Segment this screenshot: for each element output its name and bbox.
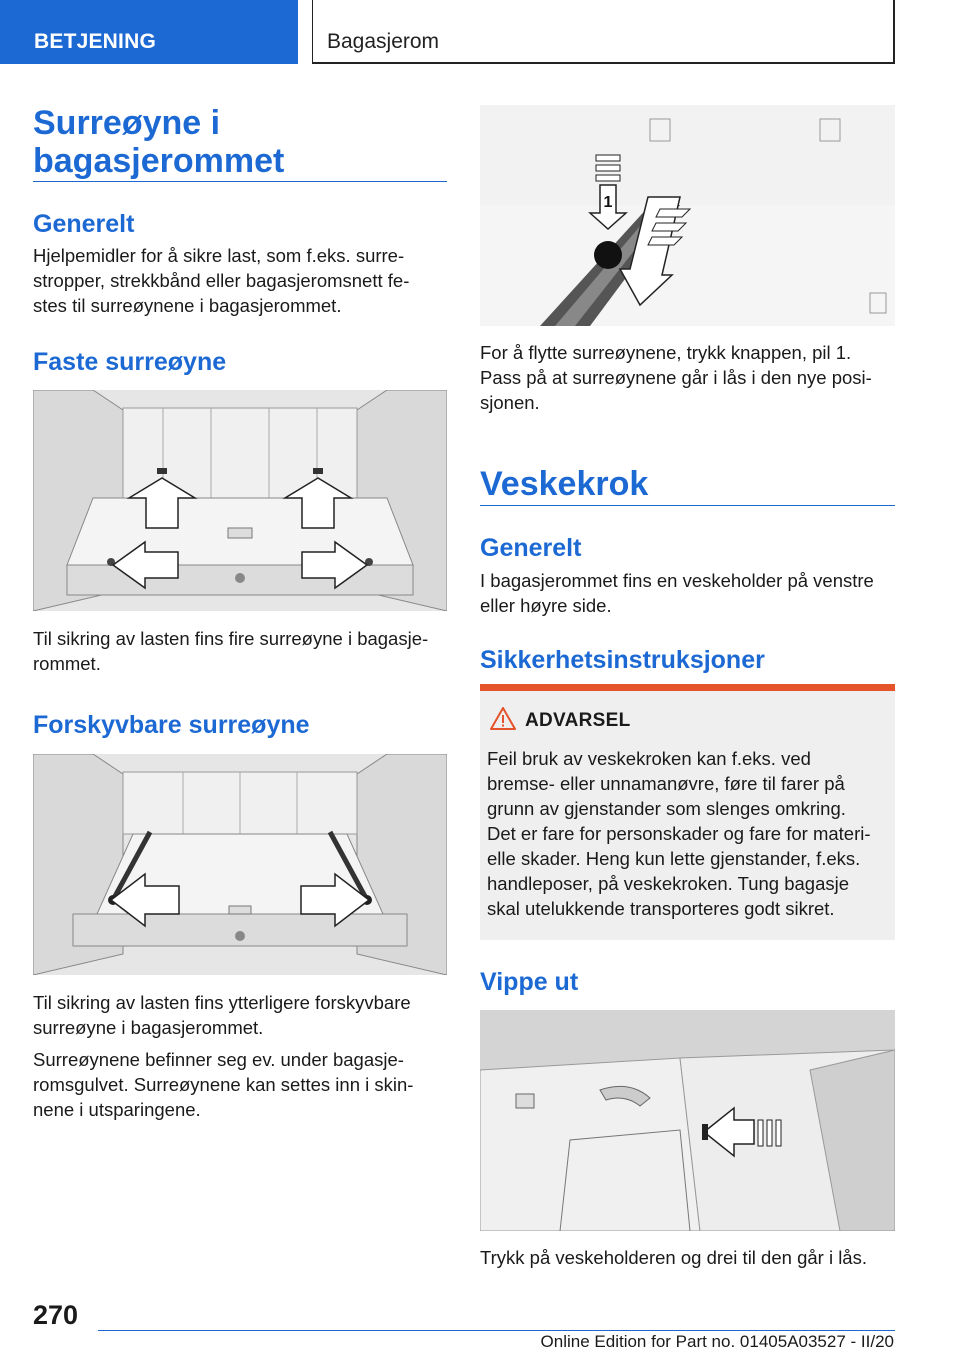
para-forskyvbare-1 [33,990,411,1040]
heading-generelt: Generelt [33,210,135,238]
para-line: stropper, strekkbånd eller bagasjeromsnett fe- [33,270,410,291]
para-line: Pass på at surreøynene går i lås i den nye posi- [480,367,872,388]
callout-number: 1 [603,194,613,211]
warning-text [487,746,871,921]
veskekrok-rule [480,505,895,506]
para-line: Hjelpemidler for å sikre last, som f.eks. surre- [33,245,405,266]
para-line: Til sikring av lasten fins ytterligere forskyvbare [33,992,411,1013]
figure-fixed-eyes [33,390,447,611]
chapter-title: Bagasjerom [312,0,895,64]
page-title-line1: Surreøyne i [33,104,221,142]
para-faste [33,626,428,676]
page-title [33,104,284,180]
footer-edition: Online Edition for Part no. 01405A03527 - II/20 [540,1332,894,1351]
para-line: Trykk på veskeholderen og drei til den går i lås. [480,1247,867,1268]
bag-hook-illustration [480,1010,895,1231]
page-title-line2: bagasjerommet [33,142,285,180]
heading-forskyvbare: Forskyvbare surreøyne [33,711,310,739]
para-line: stes til surreøynene i bagasjerommet. [33,295,342,316]
warning-line: skal utelukkende transporteres godt sikret. [487,898,835,919]
figure-rail-button [480,105,895,326]
heading-sikkerhet: Sikkerhetsinstruksjoner [480,646,765,674]
para-line: sjonen. [480,392,540,413]
para-line: nene i utsparingene. [33,1099,201,1120]
para-forskyvbare-2 [33,1047,413,1122]
para-line: For å flytte surreøynene, trykk knappen, pil 1. [480,342,852,363]
warning-triangle-icon [490,707,516,735]
para-generelt [33,243,409,318]
para-vippe [480,1245,867,1270]
trunk-rails-illustration [33,754,447,975]
title-rule [33,181,447,182]
warning-line: grunn av gjenstander som slenges omkring. [487,798,846,819]
warning-title: ADVARSEL [525,710,631,731]
page-number: 270 [33,1300,79,1330]
section-title-veskekrok: Veskekrok [480,465,649,503]
heading-generelt-right: Generelt [480,534,582,562]
trunk-illustration [33,390,447,611]
para-line: eller høyre side. [480,595,612,616]
warning-line: Det er fare for personskader og fare for materi- [487,823,871,844]
para-line: rommet. [33,653,101,674]
warning-line: handleposer, på veskekroken. Tung bagasje [487,873,850,894]
para-flytte [480,340,872,415]
para-line: surreøyne i bagasjerommet. [33,1017,264,1038]
figure-bag-hook [480,1010,895,1231]
section-tab: BETJENING [0,0,298,64]
warning-bar [480,684,895,691]
para-line: Surreøynene befinner seg ev. under bagasje- [33,1049,404,1070]
para-generelt-right [480,568,874,618]
para-line: I bagasjerommet fins en veskeholder på venstre [480,570,874,591]
heading-vippe: Vippe ut [480,968,579,996]
para-line: Til sikring av lasten fins fire surreøyne i bagasje- [33,628,429,649]
heading-faste: Faste surreøyne [33,348,227,376]
warning-line: Feil bruk av veskekroken kan f.eks. ved [487,748,811,769]
warning-line: bremse- eller unnamanøvre, føre til farer på [487,773,845,794]
figure-sliding-eyes [33,754,447,975]
rail-button-illustration [480,105,895,326]
footer-rule [98,1330,895,1331]
para-line: romsgulvet. Surreøynene kan settes inn i skin- [33,1074,414,1095]
warning-line: elle skader. Heng kun lette gjenstander, f.eks. [487,848,861,869]
